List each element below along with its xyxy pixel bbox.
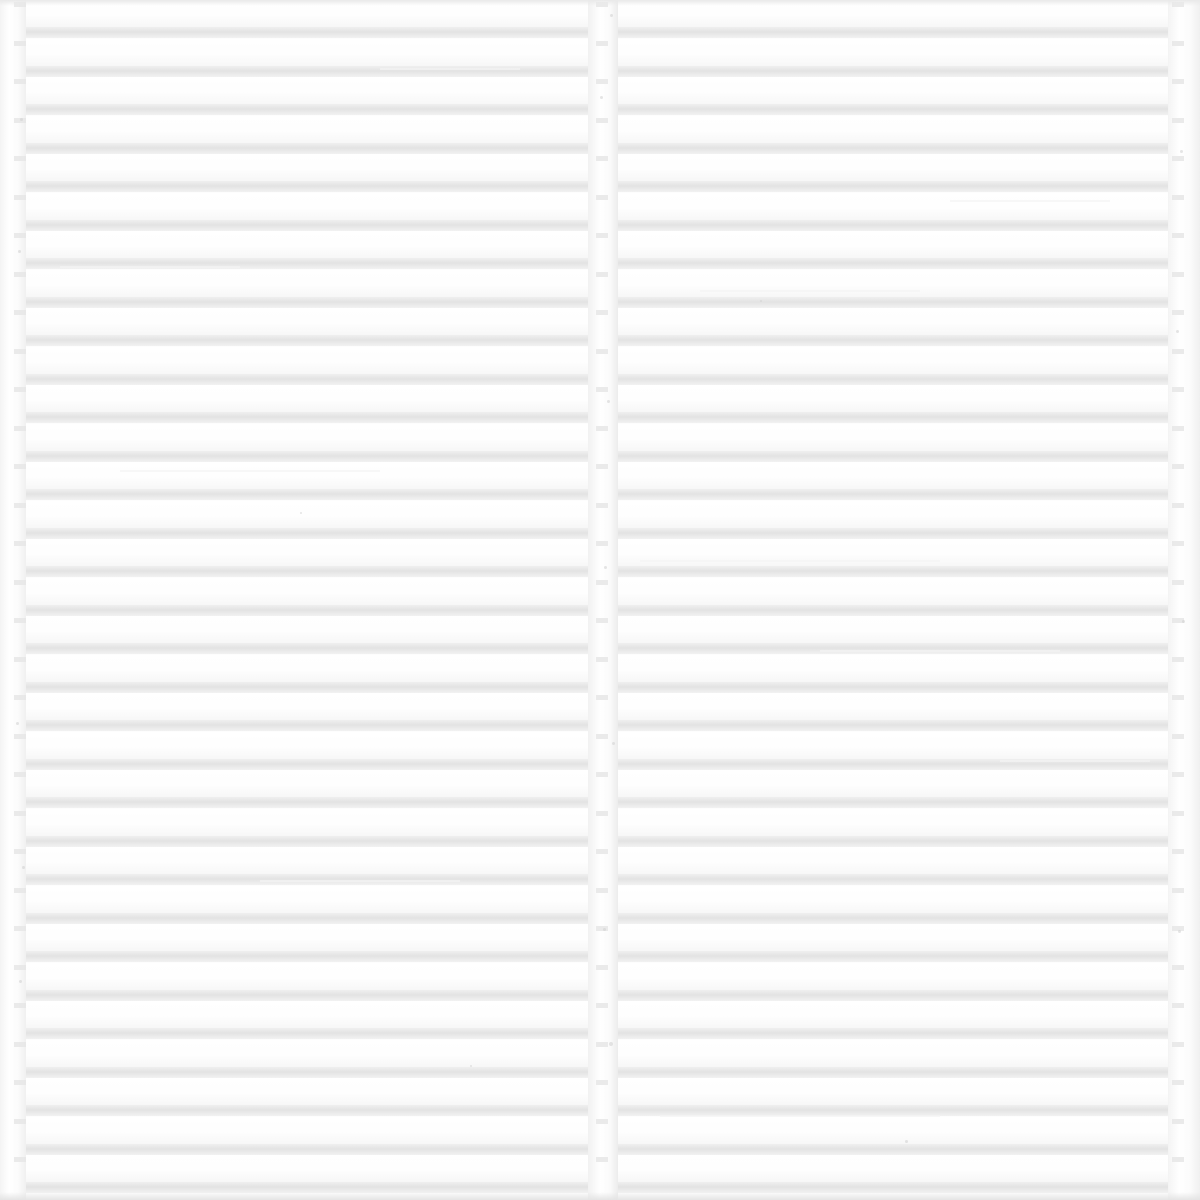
- slat-joint-notch: [1172, 1080, 1184, 1085]
- slat-joint-notch: [596, 272, 608, 277]
- slat-joint-notch: [1172, 695, 1184, 700]
- slat-joint-notch: [14, 618, 26, 623]
- slat-joint-notch: [14, 541, 26, 546]
- wood-speck: [607, 400, 610, 403]
- slat-joint-notch: [1172, 426, 1184, 431]
- vertical-rail-right: [1168, 0, 1200, 1200]
- slat-joint-notch: [1172, 657, 1184, 662]
- slat-joint-notch: [1172, 1119, 1184, 1124]
- slat-joint-notch: [596, 1119, 608, 1124]
- slat-joint-notch: [14, 1157, 26, 1162]
- slat-joint-notch: [14, 387, 26, 392]
- wood-grain-streak: [950, 200, 1110, 202]
- wood-grain-streak: [660, 1115, 940, 1117]
- slat-joint-notch: [596, 772, 608, 777]
- slat-joint-notch: [596, 310, 608, 315]
- slat-joint-notch: [596, 503, 608, 508]
- slat-joint-notch: [1172, 272, 1184, 277]
- wood-grain-streak: [60, 266, 240, 268]
- wood-grain-streak: [820, 650, 1060, 652]
- slat-joint-notch: [1172, 41, 1184, 46]
- wood-grain-streak: [1000, 760, 1150, 762]
- slat-joint-notch: [596, 118, 608, 123]
- slat-joint-notch: [596, 233, 608, 238]
- wood-grain-streak: [640, 560, 940, 562]
- slat-joint-notch: [14, 1080, 26, 1085]
- slat-joint-notch: [14, 811, 26, 816]
- wood-speck: [600, 96, 603, 99]
- slat-joint-notch: [1172, 464, 1184, 469]
- slat-joint-notch: [596, 541, 608, 546]
- slat-joint-notch: [596, 41, 608, 46]
- slat-joint-notch: [1172, 503, 1184, 508]
- slat-joint-notch: [1172, 233, 1184, 238]
- slat-joint-notch: [1172, 1157, 1184, 1162]
- vertical-rail-center: [588, 0, 618, 1200]
- slat-joint-notch: [596, 695, 608, 700]
- slat-joint-notch: [14, 1119, 26, 1124]
- slat-joint-notch: [1172, 156, 1184, 161]
- slat-joint-notch: [14, 888, 26, 893]
- slat-joint-notch: [14, 734, 26, 739]
- slat-joint-notch: [14, 1042, 26, 1047]
- wood-grain-streak: [260, 880, 460, 882]
- slat-joint-notch: [14, 195, 26, 200]
- slat-joint-notch: [1172, 118, 1184, 123]
- slat-joint-notch: [14, 464, 26, 469]
- slat-joint-notch: [596, 811, 608, 816]
- wood-speck: [905, 1140, 908, 1143]
- slat-joint-notch: [14, 849, 26, 854]
- slat-joint-notch: [14, 1003, 26, 1008]
- slat-joint-notch: [596, 926, 608, 931]
- slat-joint-notch: [596, 888, 608, 893]
- slat-joint-notch: [1172, 79, 1184, 84]
- slat-joint-notch: [1172, 580, 1184, 585]
- slat-joint-notch: [596, 618, 608, 623]
- slat-joint-notch: [1172, 310, 1184, 315]
- slat-joint-notch: [14, 657, 26, 662]
- top-edge-shadow: [0, 0, 1200, 6]
- slat-joint-notch: [596, 426, 608, 431]
- slat-joint-notch: [1172, 1042, 1184, 1047]
- slat-joint-notch: [596, 1042, 608, 1047]
- wood-speck: [1180, 150, 1183, 153]
- wood-speck: [609, 1042, 613, 1046]
- wood-speck: [22, 866, 25, 869]
- slat-joint-notch: [1172, 849, 1184, 854]
- slat-joint-notch: [596, 1080, 608, 1085]
- wood-grain-streak: [700, 290, 920, 292]
- wood-speck: [604, 566, 607, 569]
- slat-joint-notch: [14, 272, 26, 277]
- wood-speck: [1182, 620, 1185, 623]
- wood-speck: [1176, 330, 1179, 333]
- slat-joint-notch: [596, 1157, 608, 1162]
- wood-grain-streak: [120, 470, 380, 472]
- wood-speck: [603, 928, 606, 931]
- slat-joint-notch: [596, 849, 608, 854]
- slat-joint-notch: [14, 349, 26, 354]
- slat-joint-notch: [14, 503, 26, 508]
- wood-speck: [612, 742, 615, 745]
- slat-joint-notch: [596, 464, 608, 469]
- slat-joint-notch: [1172, 888, 1184, 893]
- slat-joint-notch: [14, 156, 26, 161]
- bottom-edge-shadow: [0, 1192, 1200, 1200]
- wood-speck: [300, 512, 302, 514]
- wood-speck: [610, 14, 613, 17]
- slat-joint-notch: [14, 79, 26, 84]
- slat-joint-notch: [1172, 349, 1184, 354]
- vertical-rail-left: [0, 0, 26, 1200]
- slat-joint-notch: [14, 233, 26, 238]
- wood-grain-streak: [380, 68, 520, 70]
- slat-joint-notch: [596, 965, 608, 970]
- slat-joint-notch: [1172, 387, 1184, 392]
- slat-joint-notch: [596, 734, 608, 739]
- wood-speck: [16, 722, 19, 725]
- slat-joint-notch: [14, 965, 26, 970]
- wood-speck: [18, 250, 21, 253]
- slat-joint-notch: [1172, 541, 1184, 546]
- slat-joint-notch: [1172, 811, 1184, 816]
- slat-joint-notch: [14, 695, 26, 700]
- slat-joint-notch: [1172, 1003, 1184, 1008]
- slat-joint-notch: [596, 79, 608, 84]
- wood-speck: [19, 980, 22, 983]
- slat-joint-notch: [1172, 195, 1184, 200]
- slat-joint-notch: [596, 657, 608, 662]
- slat-joint-notch: [14, 310, 26, 315]
- slat-joint-notch: [14, 926, 26, 931]
- slat-joint-notch: [596, 349, 608, 354]
- slat-joint-notch: [1172, 734, 1184, 739]
- slat-joint-notch: [1172, 772, 1184, 777]
- slat-joint-notch: [14, 772, 26, 777]
- slat-joint-notch: [596, 156, 608, 161]
- slat-joint-notch: [14, 426, 26, 431]
- slat-joint-notch: [14, 580, 26, 585]
- slat-joint-notch: [596, 387, 608, 392]
- slat-joint-notch: [1172, 965, 1184, 970]
- wood-speck: [470, 1065, 472, 1067]
- slat-joint-notch: [596, 580, 608, 585]
- wood-speck: [20, 118, 23, 121]
- slat-joint-notch: [14, 41, 26, 46]
- slat-joint-notch: [596, 195, 608, 200]
- wood-speck: [760, 300, 762, 302]
- wood-speck: [1178, 930, 1181, 933]
- slat-joint-notch: [596, 1003, 608, 1008]
